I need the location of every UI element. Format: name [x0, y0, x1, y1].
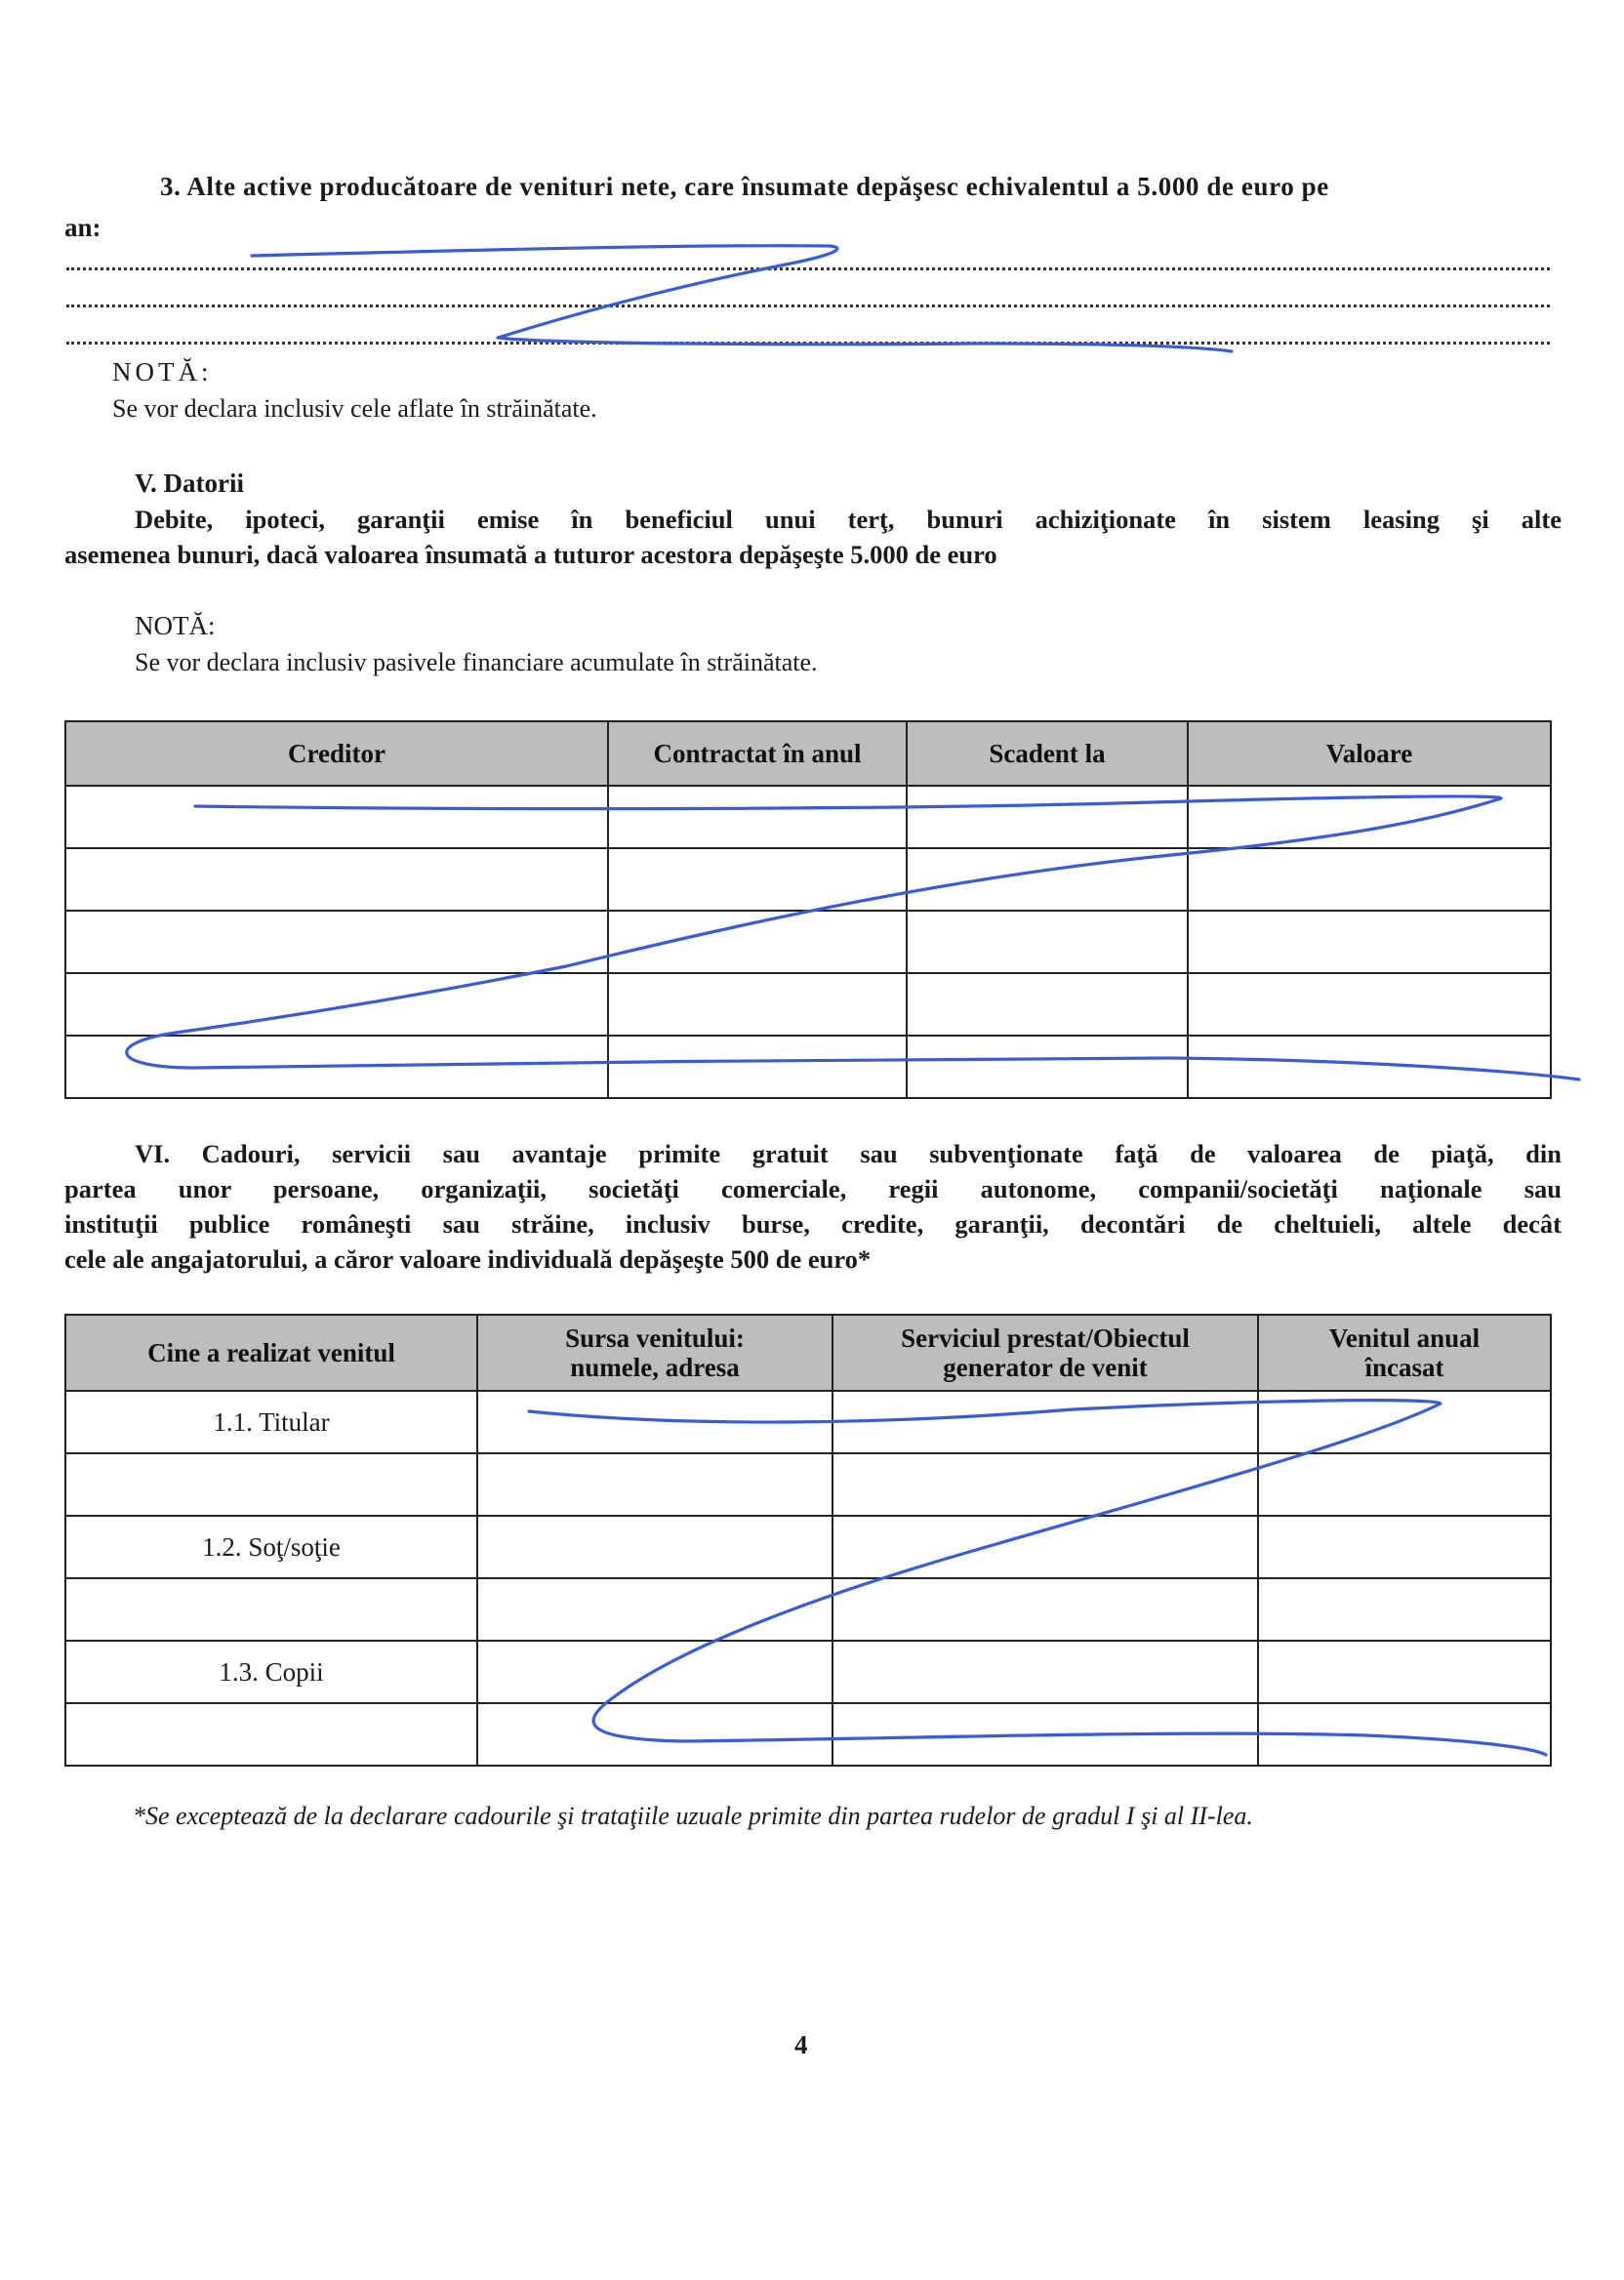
- table-cell: [608, 973, 907, 1036]
- table-cell: [1188, 973, 1551, 1036]
- table-cell: [1188, 786, 1551, 848]
- section-6-description-line: cele ale angajatorului, a căror valoare individuală depăşeşte 500 de euro*: [64, 1244, 872, 1274]
- table-cell: [65, 973, 608, 1036]
- table-cell: [65, 786, 608, 848]
- section-3-title-continuation: an:: [64, 213, 102, 242]
- table-cell: [1258, 1703, 1551, 1766]
- nota-text: Se vor declara inclusiv cele aflate în străinătate.: [112, 394, 597, 423]
- table-cell: [477, 1703, 832, 1766]
- section-6-description-line: instituţii publice româneşti sau străine, inclusiv burse, credite, garanţii, decontări de cheltuieli, altele decât: [64, 1209, 1562, 1239]
- dotted-fill-line: [66, 338, 1550, 345]
- table-cell: [907, 1036, 1188, 1098]
- strikeout-z-section-3: [252, 246, 1232, 351]
- section-6-description-line: partea unor persoane, organizaţii, societăţi comerciale, regii autonome, companii/societăţi naţionale sau: [64, 1174, 1562, 1203]
- section-5-description-line: Debite, ipoteci, garanţii emise în beneficiul unui terţ, bunuri achiziţionate în sistem leasing şi alte: [135, 505, 1562, 534]
- section-6-description: [64, 1136, 1562, 1277]
- table-row: [65, 1391, 1551, 1453]
- table-cell: [1258, 1453, 1551, 1516]
- table-cell: [907, 911, 1188, 973]
- table-cell: [907, 848, 1188, 911]
- table-cell: [608, 911, 907, 973]
- table-row: [65, 1036, 1551, 1098]
- nota-title: NOTĂ:: [112, 357, 213, 387]
- column-header-cine: Cine a realizat venitul: [65, 1315, 477, 1391]
- table-cell: [1258, 1516, 1551, 1578]
- nota-text: Se vor declara inclusiv pasivele financiare acumulate în străinătate.: [135, 648, 818, 676]
- table-cell: [477, 1578, 832, 1641]
- table-cell: [1188, 848, 1551, 911]
- table-cell: [1258, 1578, 1551, 1641]
- table-cell: [1188, 911, 1551, 973]
- row-label-sot-sotie: 1.2. Soţ/soţie: [65, 1516, 477, 1578]
- table-cell: [477, 1391, 832, 1453]
- table-header-row: [65, 721, 1551, 786]
- table-cell: [65, 848, 608, 911]
- debts-table: [64, 720, 1552, 1099]
- table-cell: [608, 786, 907, 848]
- footnote: *Se exceptează de la declarare cadourile şi trataţiile uzuale primite din partea rudelor de gradul I şi al II-lea.: [133, 1802, 1253, 1830]
- table-cell: [608, 1036, 907, 1098]
- table-cell: [477, 1453, 832, 1516]
- column-header-scadent: Scadent la: [907, 721, 1188, 786]
- table-cell: [65, 1453, 477, 1516]
- column-header-venitul: Venitul anual încasat: [1258, 1315, 1551, 1391]
- section-5-description: [64, 502, 1562, 572]
- table-row: [65, 1453, 1551, 1516]
- table-cell: [477, 1516, 832, 1578]
- table-cell: [477, 1641, 832, 1703]
- section-5-description-line: asemenea bunuri, dacă valoarea însumată a tuturor acestora depăşeşte 5.000 de euro: [64, 540, 997, 569]
- column-header-serviciul: Serviciul prestat/Obiectul generator de venit: [832, 1315, 1258, 1391]
- table-cell: [1258, 1391, 1551, 1453]
- table-cell: [832, 1516, 1258, 1578]
- table-row: [65, 1641, 1551, 1703]
- table-cell: [832, 1578, 1258, 1641]
- table-cell: [1258, 1641, 1551, 1703]
- dotted-fill-line: [66, 301, 1550, 307]
- row-label-titular: 1.1. Titular: [65, 1391, 477, 1453]
- column-header-contractat: Contractat în anul: [608, 721, 907, 786]
- table-cell: [907, 786, 1188, 848]
- column-header-sursa: Sursa venitului: numele, adresa: [477, 1315, 832, 1391]
- table-row: [65, 848, 1551, 911]
- table-cell: [907, 973, 1188, 1036]
- table-cell: [65, 1036, 608, 1098]
- table-row: [65, 1703, 1551, 1766]
- gifts-table: [64, 1314, 1552, 1767]
- table-cell: [832, 1641, 1258, 1703]
- table-cell: [65, 911, 608, 973]
- table-cell: [832, 1703, 1258, 1766]
- table-cell: [832, 1391, 1258, 1453]
- table-header-row: [65, 1315, 1551, 1391]
- table-row: [65, 911, 1551, 973]
- nota-title: NOTĂ:: [135, 611, 216, 640]
- table-cell: [608, 848, 907, 911]
- dotted-fill-line: [66, 264, 1550, 270]
- table-row: [65, 786, 1551, 848]
- section-3-title: 3. Alte active producătoare de venituri nete, care însumate depăşesc echivalentul a 5.000 de euro pe: [160, 172, 1329, 201]
- row-label-copii: 1.3. Copii: [65, 1641, 477, 1703]
- table-cell: [1188, 1036, 1551, 1098]
- table-cell: [65, 1578, 477, 1641]
- page-number: 4: [794, 2030, 808, 2059]
- table-cell: [65, 1703, 477, 1766]
- section-6-description-line: VI. Cadouri, servicii sau avantaje primite gratuit sau subvenţionate faţă de valoarea de piaţă, din: [135, 1139, 1562, 1168]
- section-5-title: V. Datorii: [135, 468, 244, 498]
- table-row: [65, 1516, 1551, 1578]
- table-cell: [832, 1453, 1258, 1516]
- column-header-valoare: Valoare: [1188, 721, 1551, 786]
- table-row: [65, 973, 1551, 1036]
- column-header-creditor: Creditor: [65, 721, 608, 786]
- table-row: [65, 1578, 1551, 1641]
